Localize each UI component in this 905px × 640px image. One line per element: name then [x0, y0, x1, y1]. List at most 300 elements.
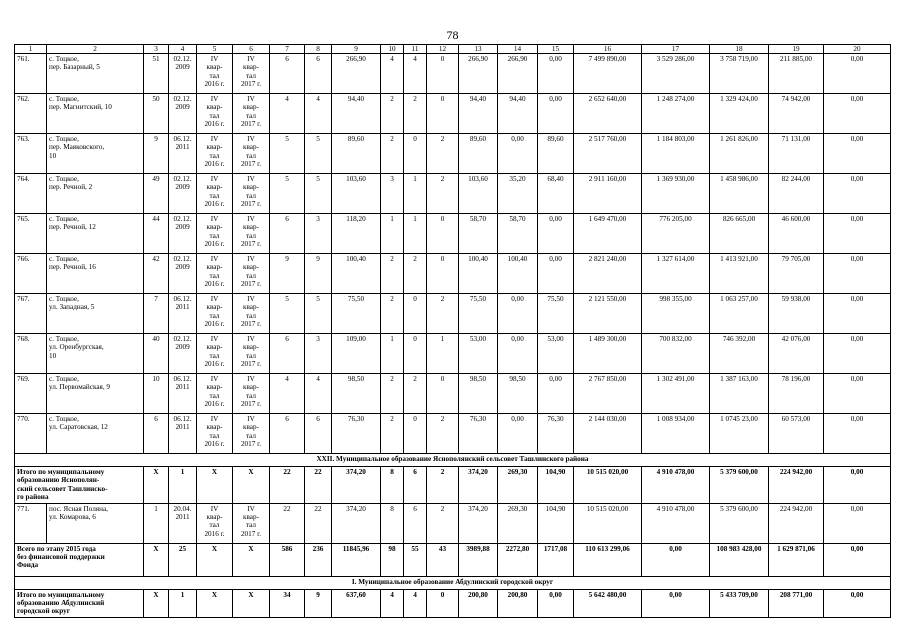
row-number: 771.	[15, 503, 47, 543]
value-cell: 58,70	[498, 214, 538, 254]
value-cell: 1 458 986,00	[710, 174, 769, 214]
value-cell: 0,00	[824, 174, 891, 214]
value-cell: 75,50	[459, 294, 498, 334]
value-cell: 71 131,00	[769, 134, 824, 174]
total-value: 25	[169, 543, 197, 576]
value-cell: 98,50	[332, 374, 381, 414]
value-cell: 0	[404, 294, 427, 334]
total-value: 0,00	[824, 589, 891, 617]
value-cell: IV квар- тал 2017 г.	[233, 214, 270, 254]
value-cell: 3 758 719,00	[710, 54, 769, 94]
address-cell: с. Тоцкое, ул. Оренбургская, 10	[47, 334, 144, 374]
value-cell: 82 244,00	[769, 174, 824, 214]
value-cell: 1 489 300,00	[574, 334, 642, 374]
total-row	[15, 543, 891, 576]
table-row	[15, 94, 891, 134]
total-value: 0,00	[642, 543, 710, 576]
total-value: X	[144, 589, 169, 617]
total-value: 208 771,00	[769, 589, 824, 617]
value-cell: 89,60	[332, 134, 381, 174]
total-value: X	[233, 467, 270, 504]
value-cell: 40	[144, 334, 169, 374]
value-cell: 266,90	[498, 54, 538, 94]
value-cell: IV квар- тал 2016 г.	[197, 334, 233, 374]
value-cell: 269,30	[498, 503, 538, 543]
value-cell: 2	[404, 374, 427, 414]
row-number: 769.	[15, 374, 47, 414]
value-cell: 374,20	[332, 503, 381, 543]
total-value: 0	[427, 589, 459, 617]
address-cell: с. Тоцкое, пер. Базарный, 5	[47, 54, 144, 94]
total-value: 34	[270, 589, 305, 617]
column-number: 7	[270, 45, 305, 54]
value-cell: 374,20	[459, 503, 498, 543]
value-cell: 2	[404, 254, 427, 294]
table-row	[15, 414, 891, 454]
value-cell: 1 063 257,00	[710, 294, 769, 334]
value-cell: 224 942,00	[769, 503, 824, 543]
value-cell: 0,00	[538, 214, 574, 254]
value-cell: 7 499 890,00	[574, 54, 642, 94]
value-cell: 0,00	[538, 374, 574, 414]
value-cell: 4	[305, 374, 332, 414]
value-cell: 5	[305, 134, 332, 174]
value-cell: 9	[270, 254, 305, 294]
value-cell: 1	[404, 214, 427, 254]
total-value: 4	[381, 589, 404, 617]
value-cell: 1 329 424,00	[710, 94, 769, 134]
column-number: 13	[459, 45, 498, 54]
value-cell: 700 832,00	[642, 334, 710, 374]
row-number: 770.	[15, 414, 47, 454]
value-cell: 2 911 160,00	[574, 174, 642, 214]
page-number: 78	[446, 28, 459, 42]
value-cell: 0,00	[824, 54, 891, 94]
value-cell: 109,00	[332, 334, 381, 374]
value-cell: 79 705,00	[769, 254, 824, 294]
value-cell: 5	[270, 294, 305, 334]
value-cell: 5 379 600,00	[710, 503, 769, 543]
value-cell: 8	[381, 503, 404, 543]
total-value: 269,30	[498, 467, 538, 504]
total-value: 1717,08	[538, 543, 574, 576]
value-cell: 1 413 921,00	[710, 254, 769, 294]
value-cell: 0,00	[824, 374, 891, 414]
value-cell: 118,20	[332, 214, 381, 254]
value-cell: 0	[404, 334, 427, 374]
value-cell: IV квар- тал 2016 г.	[197, 214, 233, 254]
value-cell: 2 767 850,00	[574, 374, 642, 414]
value-cell: IV квар- тал 2017 г.	[233, 94, 270, 134]
value-cell: IV квар- тал 2017 г.	[233, 503, 270, 543]
value-cell: 7	[144, 294, 169, 334]
table-row	[15, 54, 891, 94]
total-value: X	[197, 467, 233, 504]
value-cell: 9	[305, 254, 332, 294]
total-value: X	[233, 543, 270, 576]
column-number: 19	[769, 45, 824, 54]
address-cell: с. Тоцкое, пер. Речной, 2	[47, 174, 144, 214]
total-row	[15, 589, 891, 617]
value-cell: 266,90	[332, 54, 381, 94]
value-cell: 74 942,00	[769, 94, 824, 134]
total-label: Итого по муниципальному образованию Яснополян- ский сельсовет Ташлинско- го района	[15, 467, 144, 504]
column-number-row	[15, 45, 891, 54]
value-cell: 02.12. 2009	[169, 214, 197, 254]
value-cell: 6	[270, 214, 305, 254]
column-number: 9	[332, 45, 381, 54]
value-cell: 1 327 614,00	[642, 254, 710, 294]
total-value: X	[144, 543, 169, 576]
value-cell: 4	[305, 94, 332, 134]
value-cell: 35,20	[498, 174, 538, 214]
total-value: 8	[381, 467, 404, 504]
value-cell: 0,00	[824, 294, 891, 334]
value-cell: 103,60	[459, 174, 498, 214]
total-value: 9	[305, 589, 332, 617]
value-cell: 2	[427, 503, 459, 543]
value-cell: 98,50	[498, 374, 538, 414]
value-cell: 02.12. 2009	[169, 94, 197, 134]
section-heading-row	[15, 454, 891, 467]
column-number: 15	[538, 45, 574, 54]
value-cell: 02.12. 2009	[169, 334, 197, 374]
value-cell: IV квар- тал 2017 г.	[233, 54, 270, 94]
value-cell: 1 261 826,00	[710, 134, 769, 174]
value-cell: IV квар- тал 2016 г.	[197, 54, 233, 94]
value-cell: IV квар- тал 2017 г.	[233, 254, 270, 294]
row-number: 762.	[15, 94, 47, 134]
total-value: 200,80	[459, 589, 498, 617]
total-value: 104,90	[538, 467, 574, 504]
value-cell: 58,70	[459, 214, 498, 254]
value-cell: 76,30	[538, 414, 574, 454]
section-heading: XXII. Муниципальное образование Яснополянский сельсовет Ташлинского района	[15, 454, 891, 467]
total-value: 3989,88	[459, 543, 498, 576]
value-cell: 0,00	[824, 334, 891, 374]
value-cell: 6	[305, 54, 332, 94]
value-cell: 0,00	[538, 54, 574, 94]
total-value: 586	[270, 543, 305, 576]
total-value: 0,00	[642, 589, 710, 617]
value-cell: 9	[144, 134, 169, 174]
value-cell: 6	[270, 54, 305, 94]
value-cell: 2 144 030,00	[574, 414, 642, 454]
table-row	[15, 174, 891, 214]
address-cell: с. Тоцкое, пер. Речной, 12	[47, 214, 144, 254]
value-cell: IV квар- тал 2016 г.	[197, 294, 233, 334]
column-number: 12	[427, 45, 459, 54]
total-value: 5 433 709,00	[710, 589, 769, 617]
value-cell: 104,90	[538, 503, 574, 543]
total-value: 224 942,00	[769, 467, 824, 504]
value-cell: 1	[381, 334, 404, 374]
total-value: 637,60	[332, 589, 381, 617]
value-cell: 0	[427, 54, 459, 94]
value-cell: 0,00	[498, 414, 538, 454]
value-cell: 1	[404, 174, 427, 214]
table-row	[15, 374, 891, 414]
value-cell: 3	[381, 174, 404, 214]
value-cell: 78 196,00	[769, 374, 824, 414]
total-value: 10 515 020,00	[574, 467, 642, 504]
total-value: X	[144, 467, 169, 504]
row-number: 766.	[15, 254, 47, 294]
value-cell: 0	[427, 94, 459, 134]
value-cell: 1	[427, 334, 459, 374]
value-cell: 0,00	[498, 334, 538, 374]
value-cell: 94,40	[332, 94, 381, 134]
value-cell: 1 649 470,00	[574, 214, 642, 254]
column-number: 20	[824, 45, 891, 54]
value-cell: 10	[144, 374, 169, 414]
value-cell: 2 121 550,00	[574, 294, 642, 334]
value-cell: IV квар- тал 2017 г.	[233, 134, 270, 174]
value-cell: 1	[381, 214, 404, 254]
value-cell: 10 515 020,00	[574, 503, 642, 543]
value-cell: 2	[427, 134, 459, 174]
total-value: 0,00	[824, 467, 891, 504]
value-cell: 0,00	[824, 214, 891, 254]
value-cell: 22	[305, 503, 332, 543]
value-cell: 0,00	[498, 294, 538, 334]
value-cell: 42 076,00	[769, 334, 824, 374]
value-cell: 211 885,00	[769, 54, 824, 94]
section-heading-row	[15, 576, 891, 589]
column-number: 10	[381, 45, 404, 54]
value-cell: 0,00	[538, 94, 574, 134]
value-cell: 2	[427, 174, 459, 214]
value-cell: 4 910 478,00	[642, 503, 710, 543]
total-value: 4 910 478,00	[642, 467, 710, 504]
row-number: 764.	[15, 174, 47, 214]
value-cell: 2	[381, 134, 404, 174]
address-cell: с. Тоцкое, пер. Магнитский, 10	[47, 94, 144, 134]
value-cell: IV квар- тал 2016 г.	[197, 374, 233, 414]
total-value: 1 629 871,06	[769, 543, 824, 576]
value-cell: 266,90	[459, 54, 498, 94]
value-cell: 2	[381, 94, 404, 134]
value-cell: 0,00	[538, 254, 574, 294]
total-value: 236	[305, 543, 332, 576]
total-value: 98	[381, 543, 404, 576]
value-cell: 100,40	[498, 254, 538, 294]
value-cell: 44	[144, 214, 169, 254]
address-cell: с. Тоцкое, ул. Первомайская, 9	[47, 374, 144, 414]
value-cell: 3	[305, 214, 332, 254]
column-number: 18	[710, 45, 769, 54]
value-cell: 0,00	[824, 94, 891, 134]
value-cell: IV квар- тал 2017 г.	[233, 174, 270, 214]
value-cell: IV квар- тал 2016 г.	[197, 134, 233, 174]
housing-register-table	[14, 44, 891, 618]
total-value: 1	[169, 467, 197, 504]
column-number: 5	[197, 45, 233, 54]
value-cell: 50	[144, 94, 169, 134]
value-cell: 76,30	[459, 414, 498, 454]
total-value: 5 379 600,00	[710, 467, 769, 504]
value-cell: 2 821 240,00	[574, 254, 642, 294]
value-cell: 89,60	[538, 134, 574, 174]
value-cell: 4	[381, 54, 404, 94]
value-cell: 53,00	[538, 334, 574, 374]
total-value: 4	[404, 589, 427, 617]
total-value: 200,80	[498, 589, 538, 617]
column-number: 2	[47, 45, 144, 54]
value-cell: 746 392,00	[710, 334, 769, 374]
value-cell: 1 302 491,00	[642, 374, 710, 414]
row-number: 767.	[15, 294, 47, 334]
value-cell: 2	[427, 294, 459, 334]
value-cell: 2	[381, 294, 404, 334]
value-cell: 5	[270, 134, 305, 174]
value-cell: 75,50	[538, 294, 574, 334]
row-number: 768.	[15, 334, 47, 374]
value-cell: 6	[404, 503, 427, 543]
total-value: X	[233, 589, 270, 617]
total-value: X	[197, 543, 233, 576]
value-cell: 1 248 274,00	[642, 94, 710, 134]
column-number: 8	[305, 45, 332, 54]
value-cell: 2 652 640,00	[574, 94, 642, 134]
value-cell: 6	[270, 414, 305, 454]
value-cell: 0	[427, 254, 459, 294]
value-cell: 98,50	[459, 374, 498, 414]
value-cell: 0,00	[824, 414, 891, 454]
total-value: 2272,80	[498, 543, 538, 576]
value-cell: 2	[381, 374, 404, 414]
total-value: 374,20	[332, 467, 381, 504]
table-row	[15, 503, 891, 543]
value-cell: 0	[404, 414, 427, 454]
total-value: 0,00	[824, 543, 891, 576]
value-cell: 06.12. 2011	[169, 294, 197, 334]
row-number: 763.	[15, 134, 47, 174]
value-cell: 2	[427, 414, 459, 454]
total-value: X	[197, 589, 233, 617]
value-cell: 103,60	[332, 174, 381, 214]
value-cell: 0,00	[498, 134, 538, 174]
address-cell: с. Тоцкое, ул. Саратовская, 12	[47, 414, 144, 454]
value-cell: 22	[270, 503, 305, 543]
table-row	[15, 214, 891, 254]
value-cell: 75,50	[332, 294, 381, 334]
value-cell: 1 0745 23,00	[710, 414, 769, 454]
value-cell: 53,00	[459, 334, 498, 374]
value-cell: 998 355,00	[642, 294, 710, 334]
column-number: 4	[169, 45, 197, 54]
value-cell: 76,30	[332, 414, 381, 454]
value-cell: 02.12. 2009	[169, 254, 197, 294]
total-value: 108 983 428,00	[710, 543, 769, 576]
value-cell: 826 665,00	[710, 214, 769, 254]
value-cell: 51	[144, 54, 169, 94]
total-value: 0,00	[538, 589, 574, 617]
address-cell: с. Тоцкое, пер. Речной, 16	[47, 254, 144, 294]
column-number: 1	[15, 45, 47, 54]
value-cell: 94,40	[459, 94, 498, 134]
value-cell: 2	[404, 94, 427, 134]
value-cell: 68,40	[538, 174, 574, 214]
total-value: 55	[404, 543, 427, 576]
value-cell: IV квар- тал 2017 г.	[233, 374, 270, 414]
value-cell: 3	[305, 334, 332, 374]
value-cell: 5	[305, 294, 332, 334]
value-cell: IV квар- тал 2017 г.	[233, 294, 270, 334]
value-cell: 2	[381, 414, 404, 454]
address-cell: с. Тоцкое, пер. Маяковского, 10	[47, 134, 144, 174]
value-cell: 1 184 803,00	[642, 134, 710, 174]
value-cell: 02.12. 2009	[169, 174, 197, 214]
total-row	[15, 467, 891, 504]
column-number: 16	[574, 45, 642, 54]
value-cell: 0,00	[824, 254, 891, 294]
value-cell: 4	[404, 54, 427, 94]
value-cell: 0	[427, 214, 459, 254]
total-value: 110 613 299,06	[574, 543, 642, 576]
value-cell: 0,00	[824, 134, 891, 174]
value-cell: 49	[144, 174, 169, 214]
value-cell: 6	[144, 414, 169, 454]
column-number: 3	[144, 45, 169, 54]
value-cell: 02.12. 2009	[169, 54, 197, 94]
value-cell: 1 008 934,00	[642, 414, 710, 454]
value-cell: 0	[404, 134, 427, 174]
total-value: 1	[169, 589, 197, 617]
value-cell: 89,60	[459, 134, 498, 174]
total-value: 22	[270, 467, 305, 504]
value-cell: IV квар- тал 2016 г.	[197, 414, 233, 454]
total-value: 374,20	[459, 467, 498, 504]
value-cell: 776 205,00	[642, 214, 710, 254]
value-cell: IV квар- тал 2016 г.	[197, 94, 233, 134]
value-cell: IV квар- тал 2016 г.	[197, 254, 233, 294]
row-number: 761.	[15, 54, 47, 94]
total-label: Итого по муниципальному образованию Абдулинский городской округ	[15, 589, 144, 617]
value-cell: 20.04. 2011	[169, 503, 197, 543]
value-cell: 100,40	[459, 254, 498, 294]
value-cell: 2	[381, 254, 404, 294]
total-label: Всего по этапу 2015 года без финансовой поддержки Фонда	[15, 543, 144, 576]
value-cell: 06.12. 2011	[169, 414, 197, 454]
value-cell: 59 938,00	[769, 294, 824, 334]
value-cell: 6	[270, 334, 305, 374]
address-cell: пос. Ясная Поляна, ул. Комарова, 6	[47, 503, 144, 543]
table-row	[15, 134, 891, 174]
section-heading: I. Муниципальное образование Абдулинский городской округ	[15, 576, 891, 589]
total-value: 43	[427, 543, 459, 576]
total-value: 2	[427, 467, 459, 504]
value-cell: 06.12. 2011	[169, 374, 197, 414]
total-value: 11845,96	[332, 543, 381, 576]
value-cell: 60 573,00	[769, 414, 824, 454]
table-row	[15, 294, 891, 334]
column-number: 14	[498, 45, 538, 54]
value-cell: 5	[305, 174, 332, 214]
value-cell: 42	[144, 254, 169, 294]
value-cell: 100,40	[332, 254, 381, 294]
value-cell: IV квар- тал 2017 г.	[233, 414, 270, 454]
value-cell: 4	[270, 94, 305, 134]
total-value: 5 642 480,00	[574, 589, 642, 617]
value-cell: 0,00	[824, 503, 891, 543]
table-row	[15, 334, 891, 374]
table-row	[15, 254, 891, 294]
value-cell: 1	[144, 503, 169, 543]
total-value: 6	[404, 467, 427, 504]
value-cell: 0	[427, 374, 459, 414]
value-cell: 1 387 163,00	[710, 374, 769, 414]
